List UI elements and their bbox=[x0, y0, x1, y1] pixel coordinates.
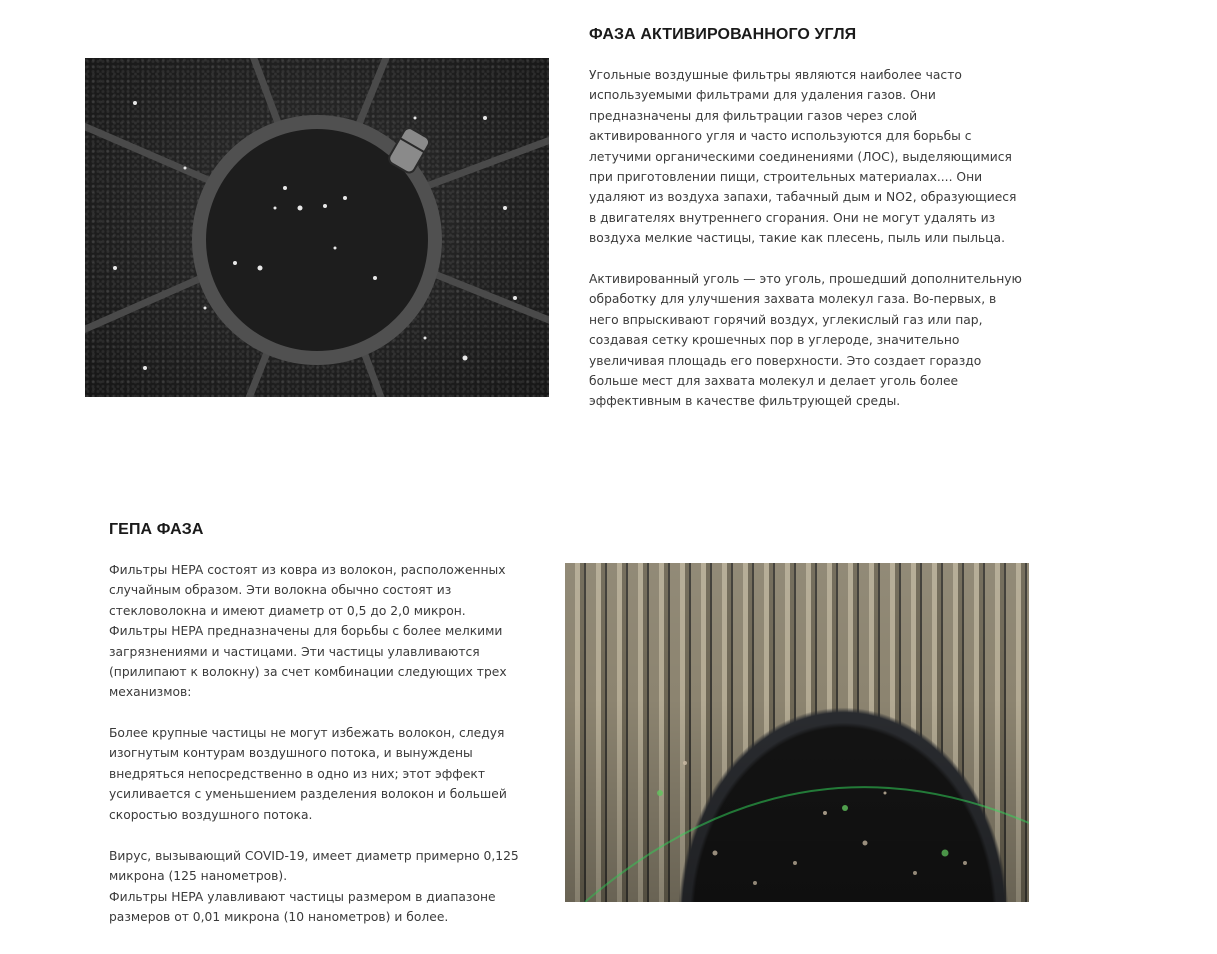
text-line: Более крупные частицы не могут избежать волокон, следуя bbox=[109, 726, 505, 740]
hepa-paragraph-3 bbox=[109, 846, 519, 928]
text-line: внедряться непосредственно в одно из них; этот эффект bbox=[109, 766, 485, 781]
text-line: размеров от 0,01 микрона (10 нанометров) и более. bbox=[109, 910, 449, 925]
hepa-paragraph-2 bbox=[109, 723, 507, 825]
text-line: увеличивая площадь его поверхности. Это создает гораздо bbox=[589, 353, 982, 368]
text-line: Фильтры HEPA предназначены для борьбы с более мелкими bbox=[109, 624, 503, 639]
text-line: Угольные воздушные фильтры являются наиболее часто bbox=[589, 68, 962, 82]
text-line: скоростью воздушного потока. bbox=[109, 807, 313, 822]
text-line: активированного угля и часто используются для борьбы с bbox=[589, 129, 972, 144]
text-line: Активированный уголь — это уголь, прошедший дополнительную bbox=[589, 272, 1022, 286]
text-line: усиливается с уменьшением разделения волокон и большей bbox=[109, 787, 507, 802]
text-line: предназначены для фильтрации газов через слой bbox=[589, 108, 918, 123]
text-line: больше мест для захвата молекул и делает уголь более bbox=[589, 374, 959, 389]
text-line: удаляют из воздуха запахи, табачный дым и NO2, образующиеся bbox=[589, 190, 1017, 205]
text-line: при приготовлении пищи, строительных материалах.... Они bbox=[589, 170, 983, 185]
text-line: создавая сетку крошечных пор в углероде, значительно bbox=[589, 333, 960, 348]
hepa-filter-image bbox=[565, 563, 1029, 902]
text-line: (прилипают к волокну) за счет комбинации следующих трех bbox=[109, 665, 507, 680]
text-line: используемыми фильтрами для удаления газов. Они bbox=[589, 88, 936, 103]
hepa-paragraph-1 bbox=[109, 560, 507, 703]
text-line: летучими органическими соединениями (ЛОС), выделяющимися bbox=[589, 149, 1012, 164]
text-line: загрязнениями и частицами. Эти частицы улавливаются bbox=[109, 644, 480, 659]
carbon-filter-illustration bbox=[85, 58, 549, 397]
text-line: стекловолокна и имеют диаметр от 0,5 до 2,0 микрон. bbox=[109, 603, 466, 618]
carbon-paragraph-1 bbox=[589, 65, 1016, 249]
text-line: Фильтры HEPA улавливают частицы размером в диапазоне bbox=[109, 889, 496, 904]
text-line: обработку для улучшения захвата молекул газа. Во-первых, в bbox=[589, 292, 997, 307]
hepa-filter-illustration bbox=[565, 563, 1029, 902]
text-line: микрона (125 нанометров). bbox=[109, 869, 288, 884]
text-line: изогнутым контурам воздушного потока, и вынуждены bbox=[109, 746, 473, 761]
text-line: в двигателях внутреннего сгорания. Они не могут удалять из bbox=[589, 210, 996, 225]
text-line: Вирус, вызывающий COVID-19, имеет диаметр примерно 0,125 bbox=[109, 849, 519, 863]
activated-carbon-image bbox=[85, 58, 549, 397]
text-line: Фильтры HEPA состоят из ковра из волокон, расположенных bbox=[109, 563, 506, 577]
text-line: случайным образом. Эти волокна обычно состоят из bbox=[109, 583, 452, 598]
section-title-carbon: ФАЗА АКТИВИРОВАННОГО УГЛЯ bbox=[589, 26, 857, 43]
text-line: эффективным в качестве фильтрующей среды. bbox=[589, 394, 901, 409]
text-line: него впрыскивают горячий воздух, углекислый газ или пар, bbox=[589, 312, 983, 327]
carbon-paragraph-2 bbox=[589, 269, 1022, 412]
section-title-hepa: ГЕПА ФАЗА bbox=[109, 521, 204, 538]
text-line: воздуха мелкие частицы, такие как плесень, пыль или пыльца. bbox=[589, 231, 1005, 246]
text-line: механизмов: bbox=[109, 685, 192, 700]
